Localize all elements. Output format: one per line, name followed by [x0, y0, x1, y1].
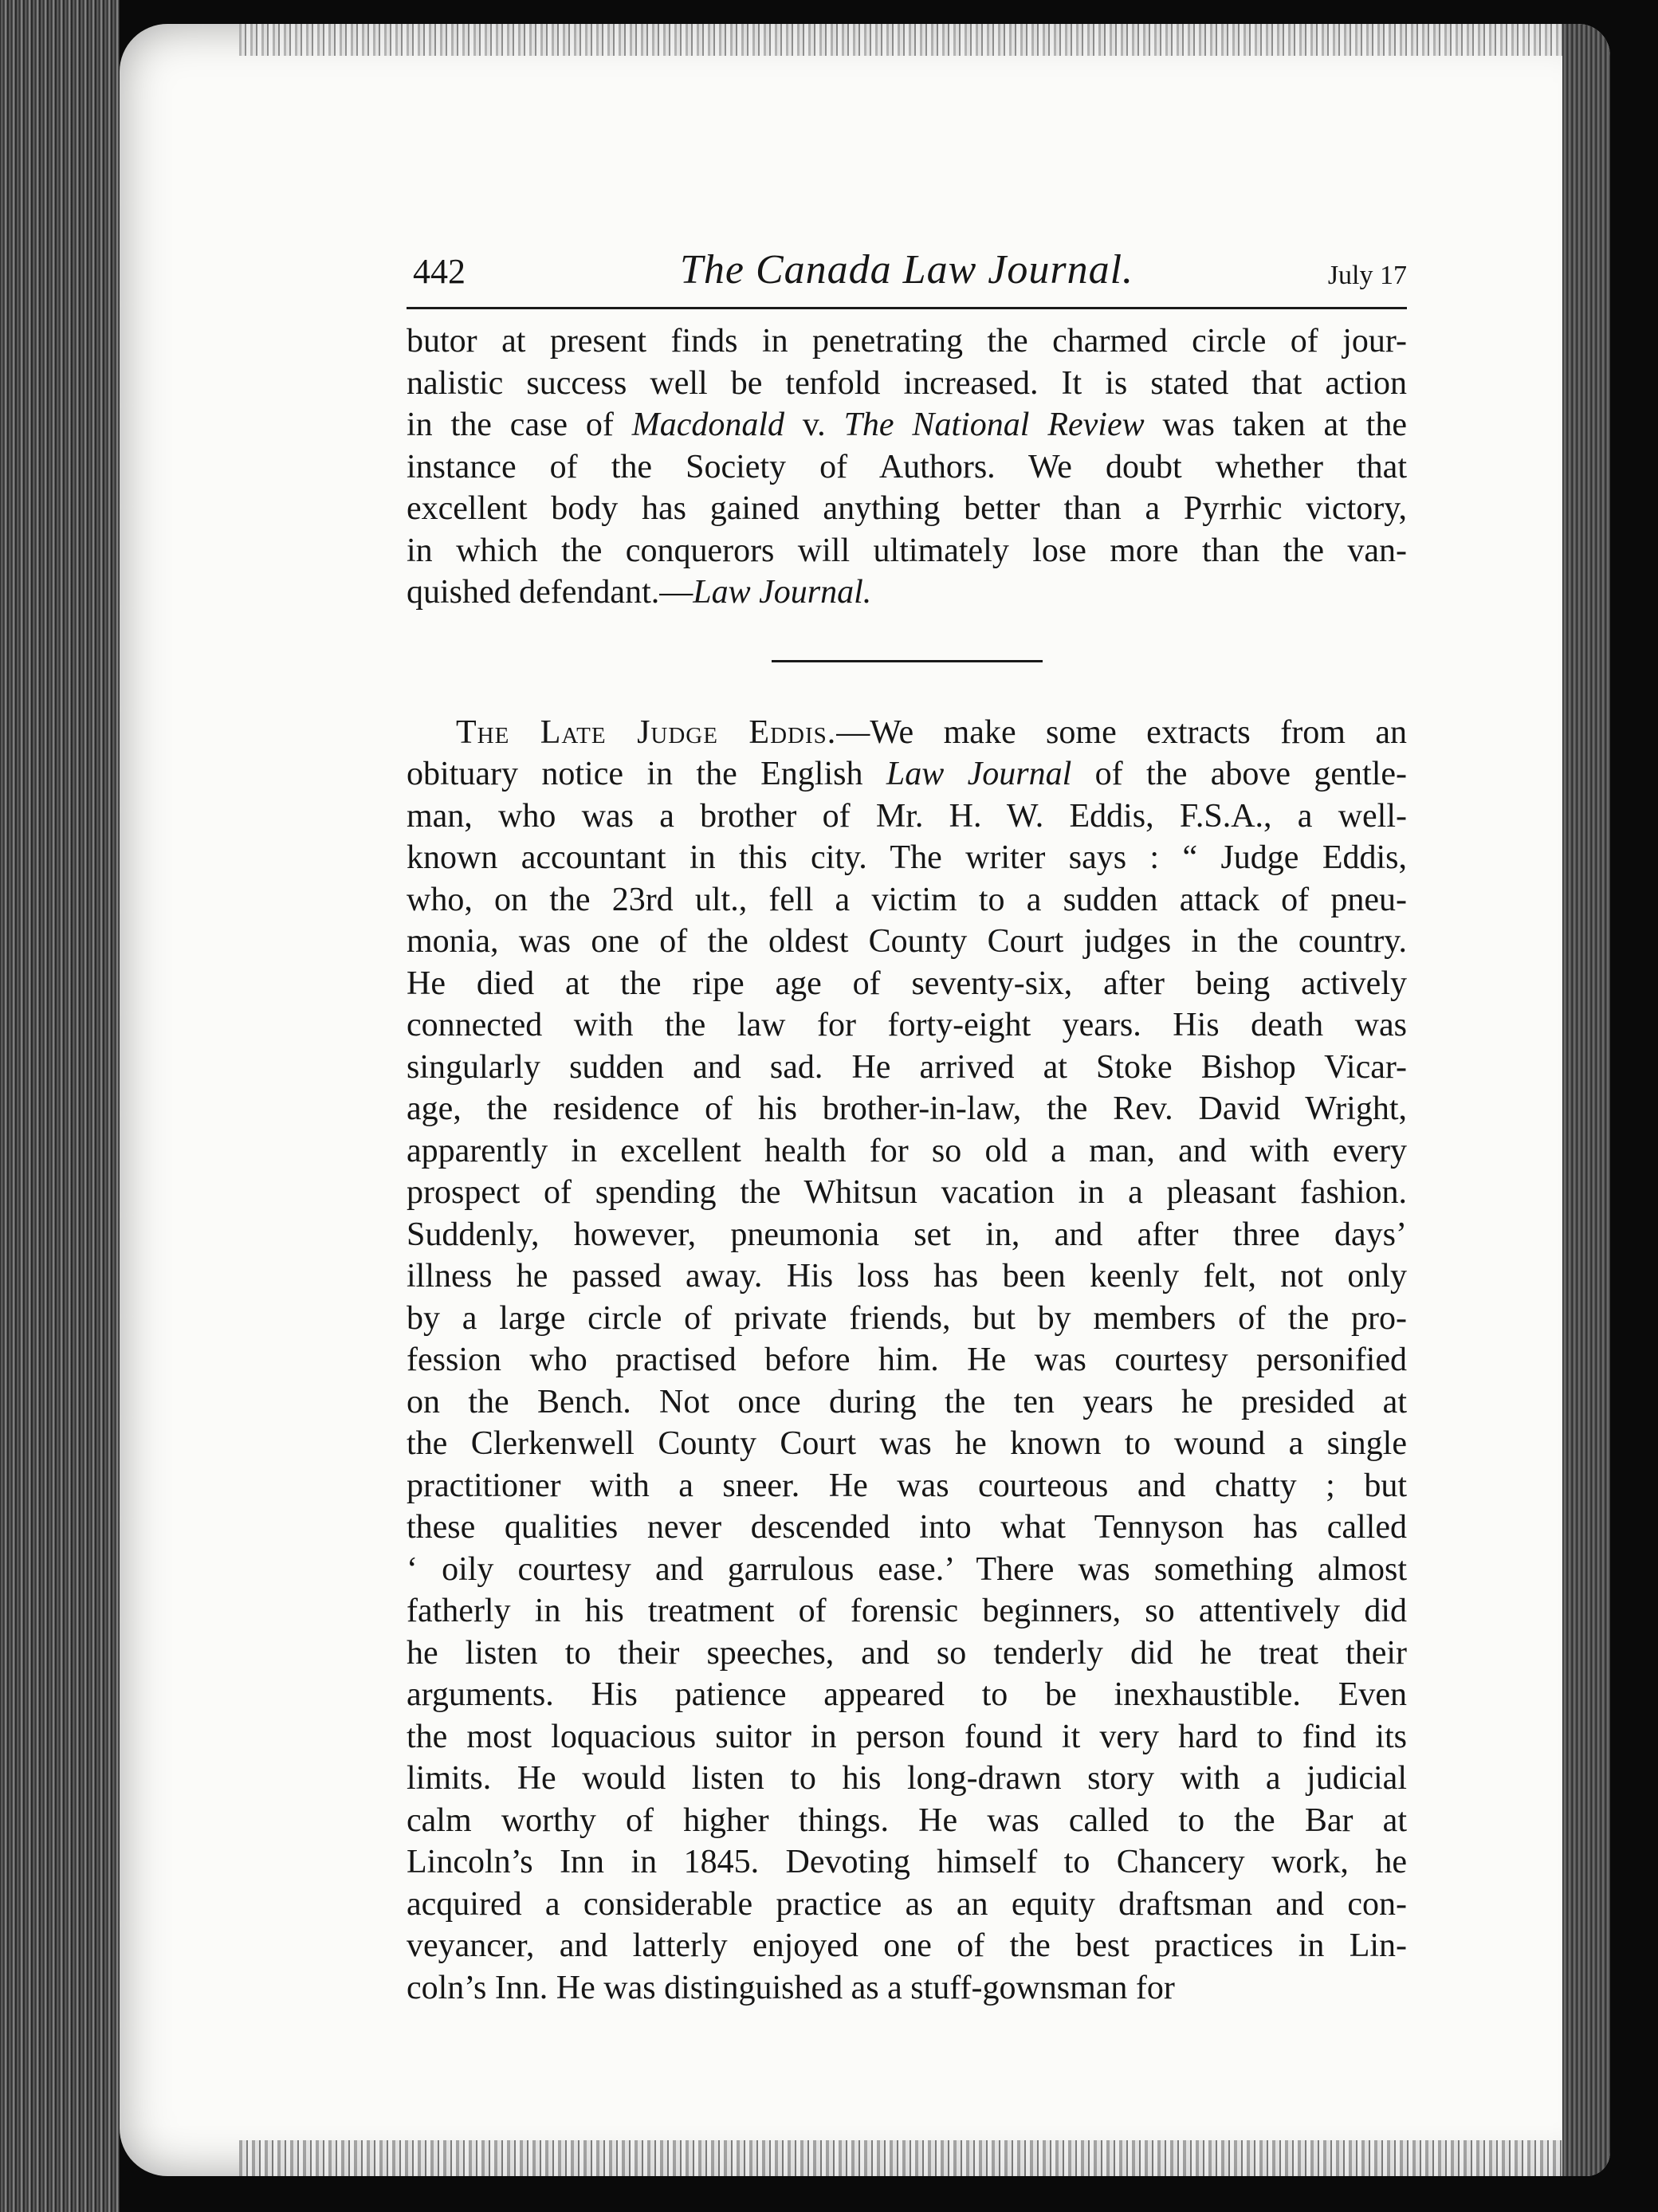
italic-text-run: Macdonald — [631, 407, 785, 443]
text-line — [407, 1841, 1407, 1884]
text-line — [407, 1925, 1407, 1967]
text-run: quished defendant.— — [407, 574, 693, 611]
text-run: nalistic success well be tenfold increased. It is stated that action — [407, 364, 1407, 402]
text-line — [407, 1339, 1407, 1381]
text-run: v. — [784, 407, 844, 443]
text-run: coln’s Inn. He was distinguished as a stuff-gownsman for — [407, 1969, 1175, 2006]
text-line — [407, 1172, 1407, 1214]
text-line — [407, 1590, 1407, 1632]
text-run: monia, was one of the oldest County Court judges in the country. — [407, 923, 1407, 960]
scan-noise-bottom — [239, 2140, 1562, 2176]
text-run: Suddenly, however, pneumonia set in, and after three days’ — [407, 1216, 1407, 1253]
italic-text-run: Law Journal — [886, 756, 1072, 792]
text-line — [407, 1967, 1407, 2010]
text-line — [407, 1758, 1407, 1800]
text-run: arguments. His patience appeared to be inexhaustible. Even — [407, 1676, 1407, 1713]
text-run: limits. He would listen to his long-drawn story with a judicial — [407, 1760, 1407, 1797]
text-run: in which the conquerors will ultimately lose more than the van- — [407, 532, 1407, 569]
text-line — [407, 1255, 1407, 1298]
text-line — [407, 796, 1407, 838]
binding-gutter — [0, 0, 120, 2212]
text-line — [407, 1381, 1407, 1424]
text-run: known accountant in this city. The writer says : “ Judge Eddis, — [407, 839, 1407, 876]
italic-text-run: The National Review — [843, 407, 1145, 443]
paragraph-continuation — [407, 320, 1407, 614]
text-line — [407, 1047, 1407, 1089]
text-line — [407, 753, 1407, 796]
text-run: in the case of — [407, 407, 632, 443]
text-run: fession who practised before him. He was courtesy personified — [407, 1342, 1407, 1378]
text-run: illness he passed away. His loss has been keenly felt, not only — [407, 1258, 1407, 1295]
text-run: practitioner with a sneer. He was courteous and chatty ; but — [407, 1467, 1407, 1504]
text-run: by a large circle of private friends, but by members of the pro- — [407, 1299, 1407, 1337]
journal-title: The Canada Law Journal. — [679, 247, 1134, 293]
text-run: who, on the 23rd ult., fell a victim to a sudden attack of pneu- — [407, 881, 1407, 918]
text-line — [407, 1632, 1407, 1675]
issue-date: July 17 — [1327, 261, 1407, 290]
text-run: age, the residence of his brother-in-law, the Rev. David Wright, — [407, 1090, 1407, 1127]
text-run: apparently in excellent health for so old a man, and with every — [407, 1132, 1407, 1169]
text-line — [407, 572, 1407, 614]
text-run: the most loquacious suitor in person found it very hard to find its — [407, 1718, 1407, 1755]
text-run: veyancer, and latterly enjoyed one of the best practices in Lin- — [407, 1927, 1407, 1964]
text-line — [407, 446, 1407, 489]
text-line — [407, 1214, 1407, 1256]
text-run: of the above gentle- — [1071, 756, 1408, 792]
text-line — [407, 879, 1407, 921]
text-line — [407, 488, 1407, 530]
text-line — [407, 1130, 1407, 1173]
text-run: man, who was a brother of Mr. H. W. Eddis, F.S.A., a well- — [407, 797, 1407, 835]
text-line — [407, 837, 1407, 879]
text-line — [407, 1800, 1407, 1842]
text-run: He died at the ripe age of seventy-six, after being actively — [407, 965, 1407, 1002]
scan-noise-top — [239, 24, 1562, 56]
italic-text-run: Law Journal. — [693, 574, 872, 611]
text-line — [407, 404, 1407, 446]
text-run: instance of the Society of Authors. We doubt whether that — [407, 448, 1407, 485]
paragraph-obituary — [407, 712, 1407, 2010]
text-run: connected with the law for forty-eight years. His death was — [407, 1007, 1407, 1043]
text-line — [407, 1549, 1407, 1591]
text-line — [407, 1298, 1407, 1340]
text-line — [407, 1674, 1407, 1716]
text-line — [407, 1716, 1407, 1758]
text-line — [407, 1884, 1407, 1926]
text-run: was taken at the — [1144, 407, 1407, 443]
text-line — [407, 320, 1407, 363]
running-header — [407, 247, 1407, 309]
text-line — [407, 1423, 1407, 1465]
text-run: calm worthy of higher things. He was called to the Bar at — [407, 1801, 1407, 1839]
text-line — [407, 963, 1407, 1005]
text-line — [407, 1465, 1407, 1507]
text-run: prospect of spending the Whitsun vacation in a pleasant fashion. — [407, 1174, 1407, 1211]
page-content — [407, 247, 1408, 2009]
text-run: on the Bench. Not once during the ten years he presided at — [407, 1383, 1407, 1420]
page-number: 442 — [413, 252, 466, 291]
text-run: butor at present finds in penetrating the charmed circle of jour- — [407, 323, 1407, 359]
text-line — [407, 1088, 1407, 1130]
text-run: fatherly in his treatment of forensic beginners, so attentively did — [407, 1593, 1407, 1629]
text-run: acquired a considerable practice as an equity draftsman and con- — [407, 1885, 1407, 1923]
text-run: ‘ oily courtesy and garrulous ease.’ There was something almost — [407, 1550, 1407, 1588]
scan-edge-right — [1562, 24, 1610, 2176]
text-run: obituary notice in the English — [407, 756, 886, 792]
text-line — [407, 1507, 1407, 1549]
text-line — [407, 1004, 1407, 1047]
text-run: the Clerkenwell County Court was he known to wound a single — [407, 1425, 1407, 1462]
text-line — [407, 363, 1407, 405]
text-run: these qualities never descended into what Tennyson has called — [407, 1509, 1407, 1546]
text-run: singularly sudden and sad. He arrived at Stoke Bishop Vicar- — [407, 1048, 1407, 1086]
text-line — [407, 530, 1407, 572]
text-run: he listen to their speeches, and so tenderly did he treat their — [407, 1634, 1407, 1672]
text-run: —We make some extracts from an — [836, 713, 1407, 751]
text-run: Lincoln’s Inn in 1845. Devoting himself to Chancery work, he — [407, 1844, 1407, 1880]
text-line — [407, 921, 1407, 963]
section-divider — [772, 660, 1043, 662]
section-heading: The Late Judge Eddis. — [456, 713, 837, 751]
text-run: excellent body has gained anything better than a Pyrrhic victory, — [407, 490, 1407, 527]
text-line — [407, 712, 1407, 754]
